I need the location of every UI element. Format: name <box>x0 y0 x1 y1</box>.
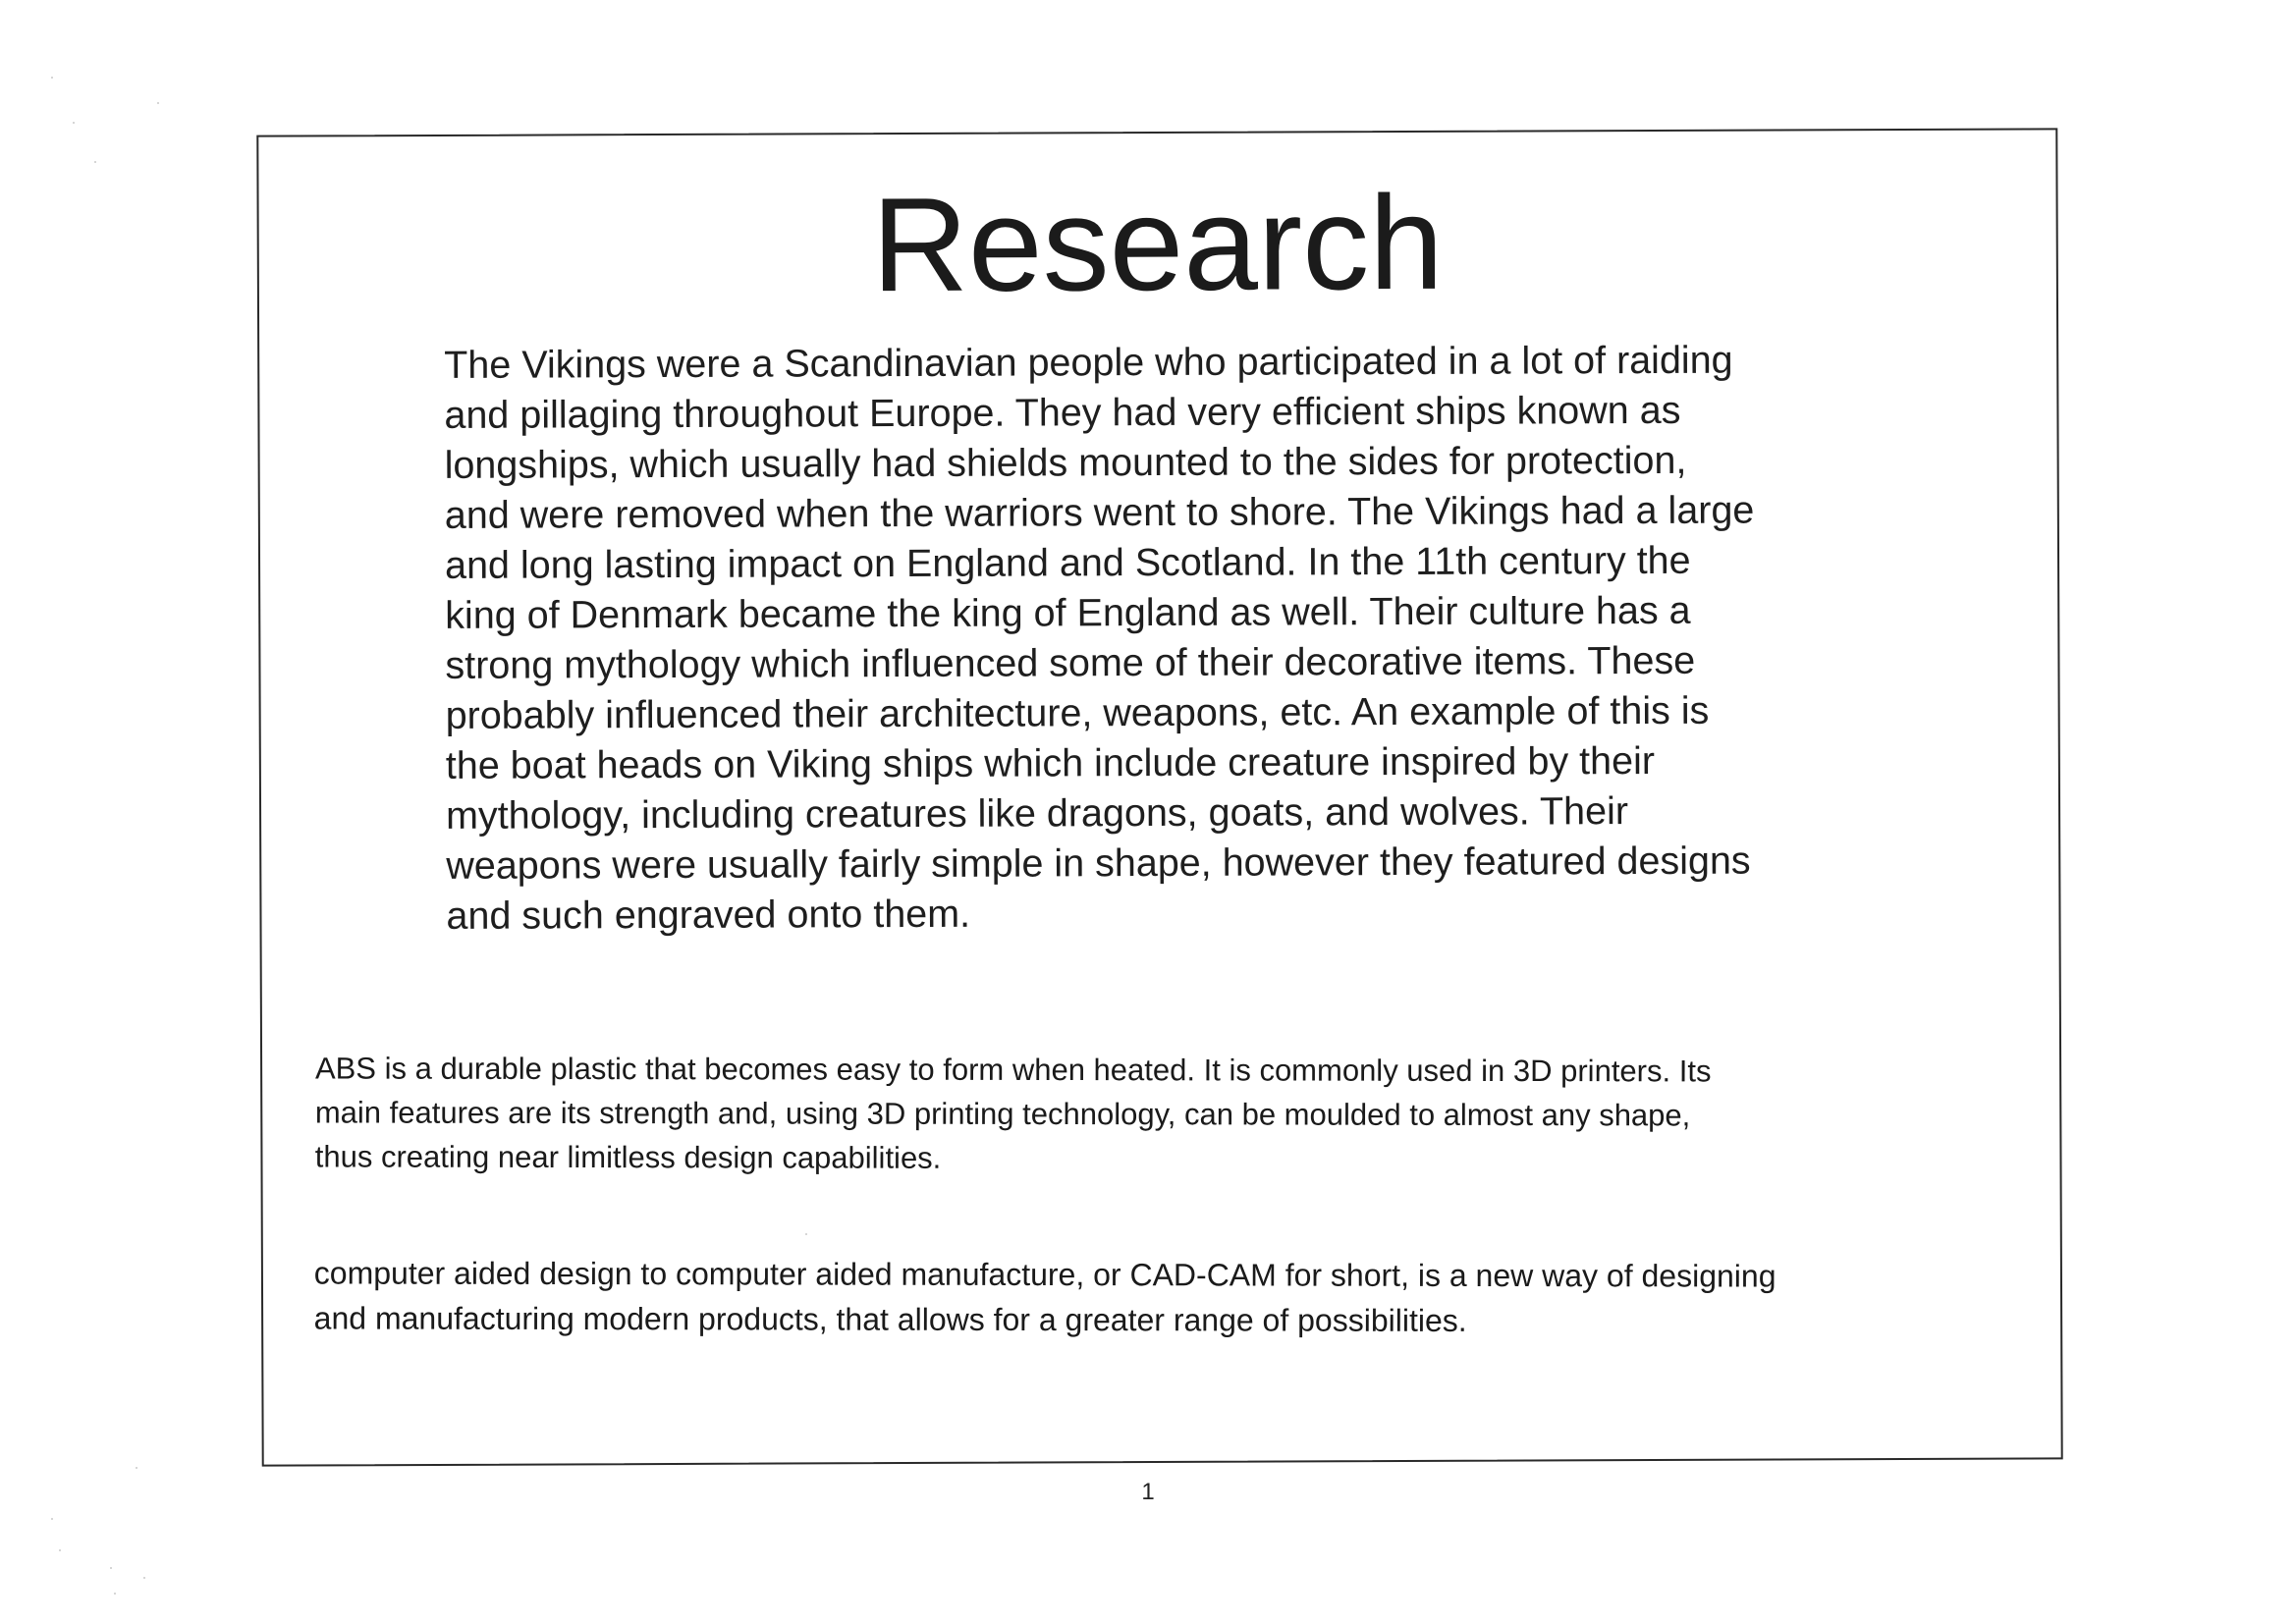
paragraph-line: probably influenced their architecture, weapons, etc. An example of this is <box>445 688 1710 737</box>
vikings-paragraph <box>444 335 1919 942</box>
scan-speck <box>143 1577 145 1579</box>
page-number: 1 <box>1141 1479 1155 1505</box>
paragraph-line: and pillaging throughout Europe. They had very efficient ships known as <box>444 388 1681 437</box>
scan-speck <box>73 122 75 124</box>
paragraph-line: ABS is a durable plastic that becomes easy to form when heated. It is commonly used in 3D printers. Its <box>314 1051 1712 1089</box>
paragraph-line: king of Denmark became the king of England as well. Their culture has a <box>445 588 1691 637</box>
paragraph-line: the boat heads on Viking ships which include creature inspired by their <box>445 738 1656 787</box>
paragraph-line: computer aided design to computer aided manufacture, or CAD-CAM for short, is a new way of designing <box>313 1255 1777 1294</box>
page-frame <box>256 128 2062 1466</box>
paragraph-line: and such engraved onto them. <box>446 892 971 938</box>
scan-speck <box>59 1549 61 1551</box>
paragraph-line: longships, which usually had shields mounted to the sides for protection, <box>444 438 1687 487</box>
scan-speck <box>110 1567 112 1569</box>
paragraph-line: main features are its strength and, using 3D printing technology, can be moulded to almost any shape, <box>314 1095 1691 1133</box>
scan-speck <box>805 1233 807 1235</box>
paragraph-line: mythology, including creatures like dragons, goats, and wolves. Their <box>445 789 1629 838</box>
paragraph-line: and manufacturing modern products, that allows for a greater range of possibilities. <box>313 1300 1467 1338</box>
scan-speck <box>136 1467 137 1469</box>
page-title: Research <box>871 167 1445 320</box>
paragraph-line: and long lasting impact on England and Scotland. In the 11th century the <box>444 538 1691 587</box>
scan-speck <box>51 77 53 79</box>
scan-speck <box>114 1593 116 1595</box>
scan-speck <box>51 1518 53 1520</box>
paragraph-line: The Vikings were a Scandinavian people who participated in a lot of raiding <box>444 338 1733 387</box>
paragraph-line: thus creating near limitless design capabilities. <box>314 1139 942 1175</box>
abs-paragraph <box>315 1046 1985 1182</box>
paragraph-line: and were removed when the warriors went to shore. The Vikings had a large <box>444 488 1755 537</box>
scan-speck <box>157 102 159 104</box>
cad-cam-paragraph <box>314 1250 2043 1344</box>
paragraph-line: weapons were usually fairly simple in shape, however they featured designs <box>446 839 1751 888</box>
scan-speck <box>94 161 96 163</box>
paragraph-line: strong mythology which influenced some of their decorative items. These <box>445 638 1696 687</box>
